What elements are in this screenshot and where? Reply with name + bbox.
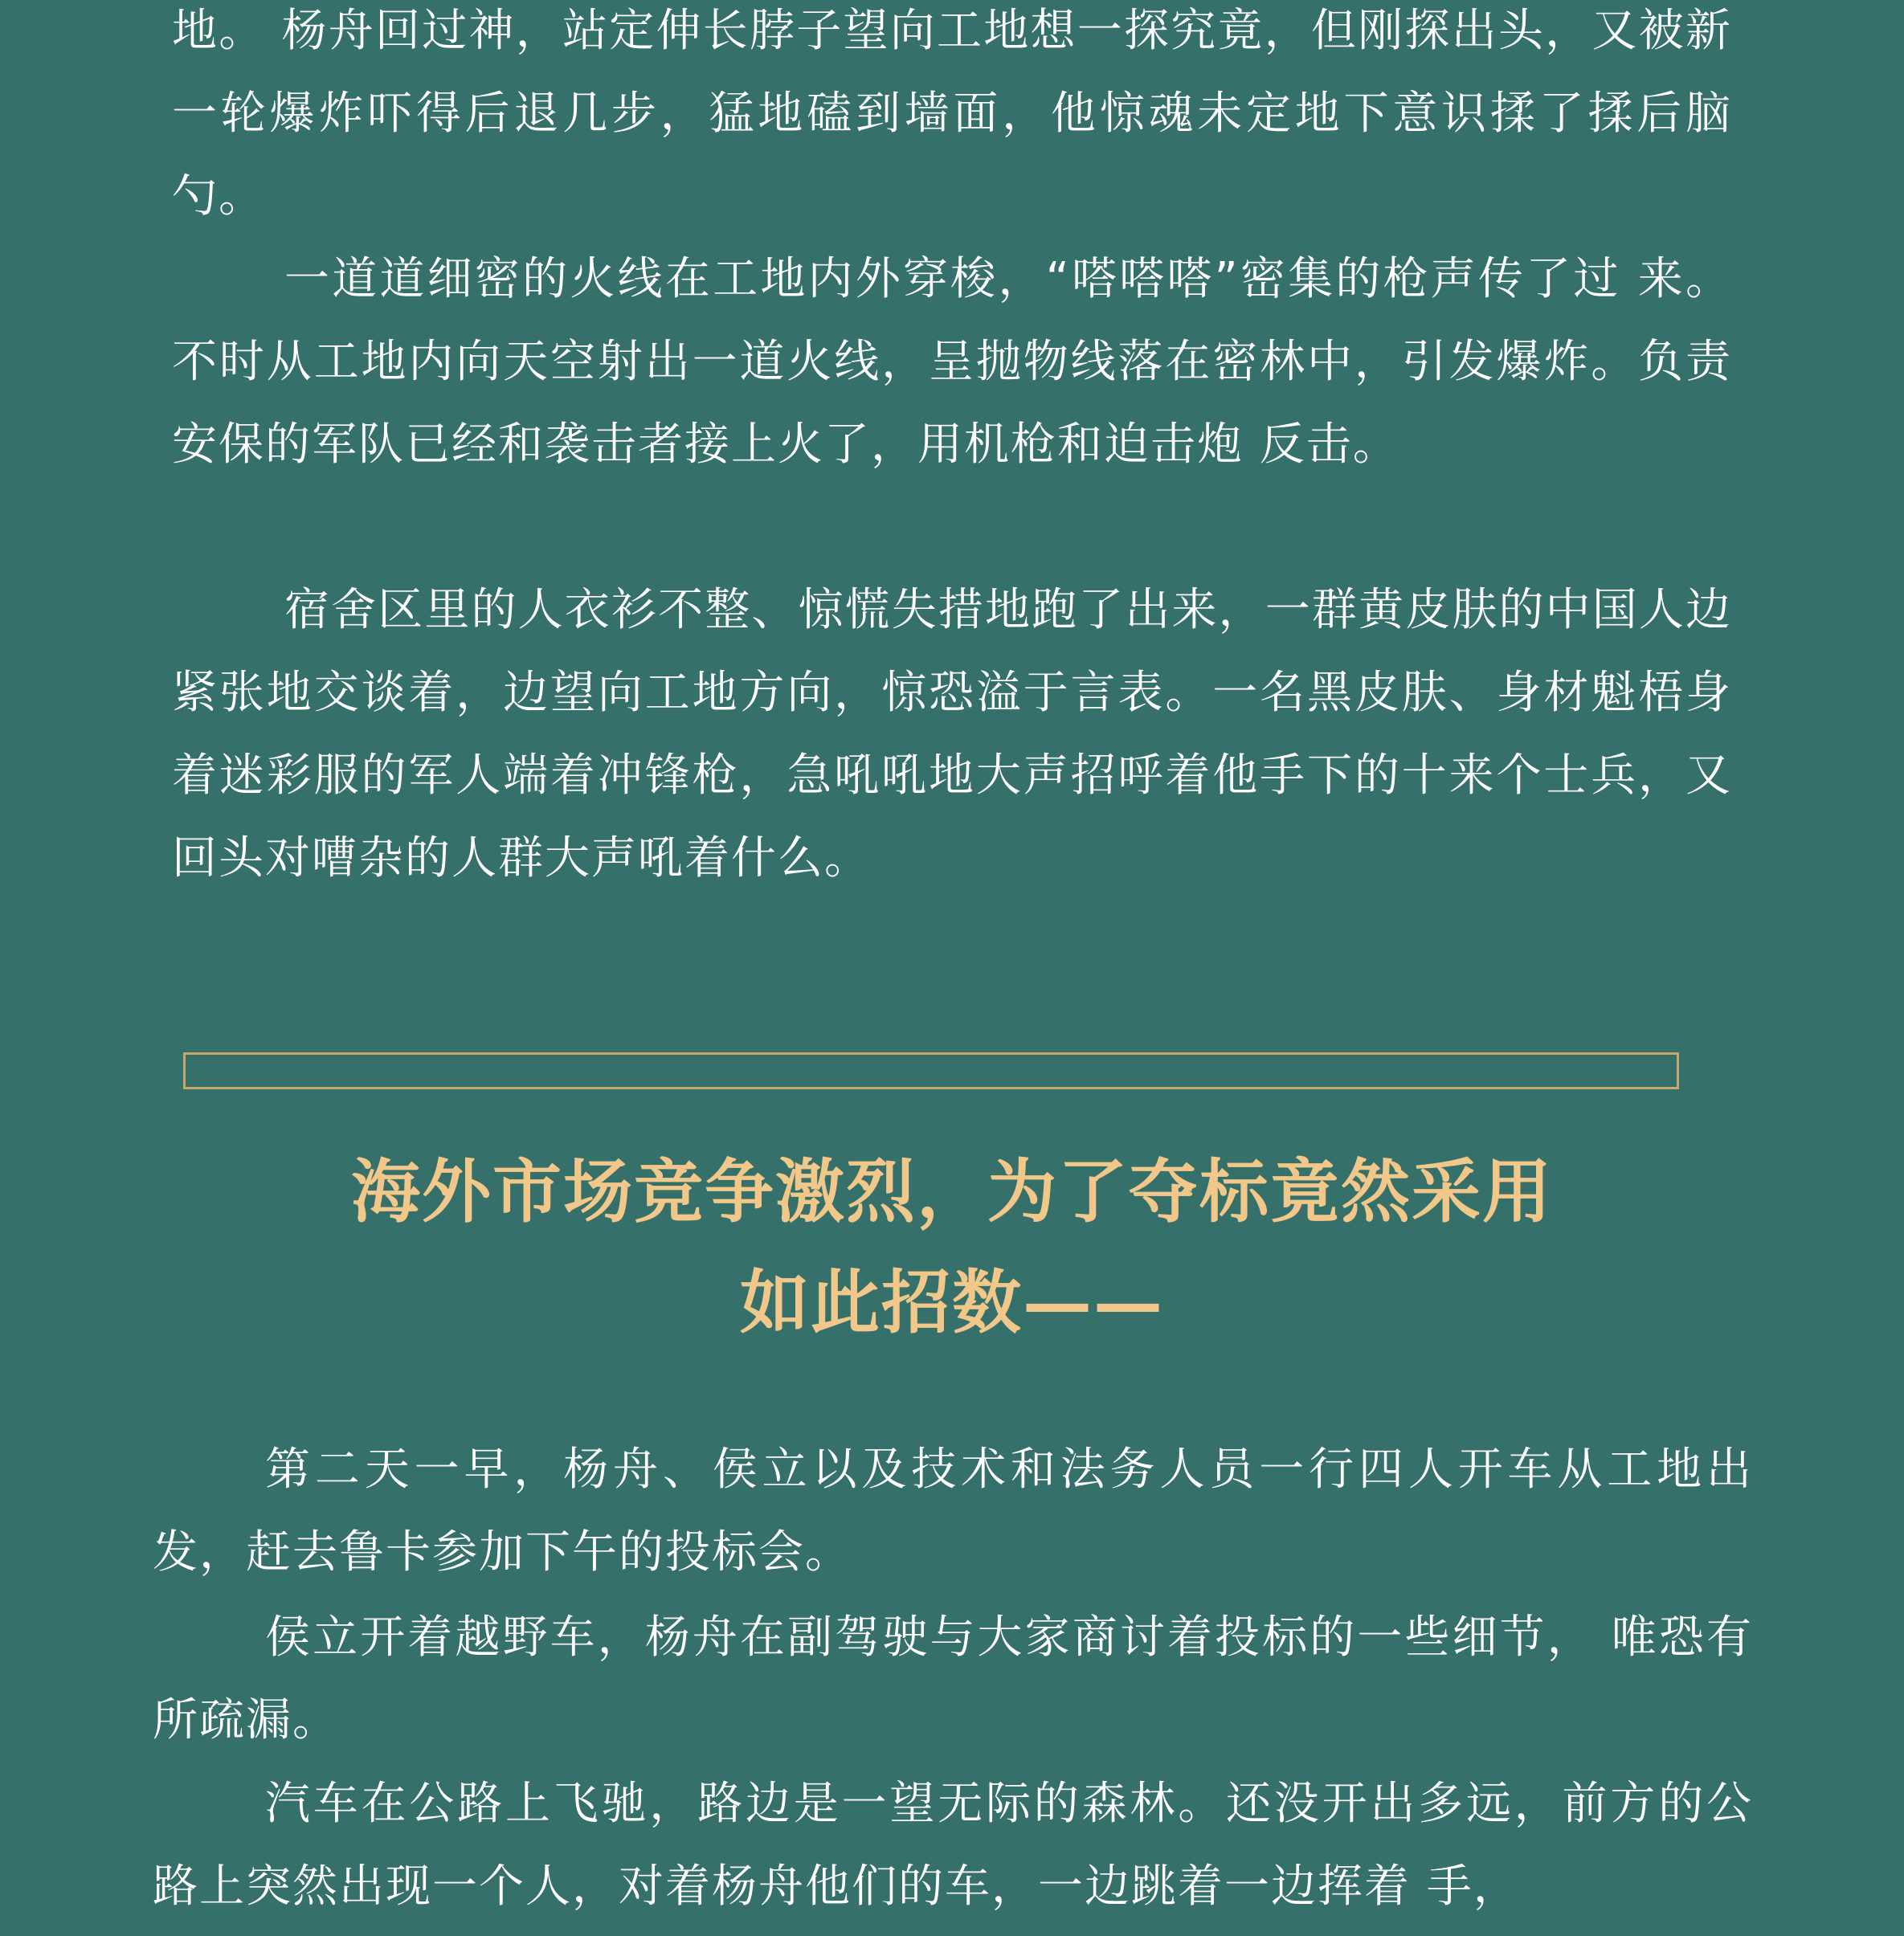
section-divider-frame: [183, 1052, 1679, 1089]
chapter-heading-line-1: 海外市场竞争激烈，为了夺标竟然采用: [351, 1151, 1553, 1232]
story-paragraph-4: 第二天一早，杨舟、侯立以及技术和法务人员一行四人开车从工地出发，赶去鲁卡参加下午的投标会。: [153, 1444, 1753, 1579]
chapter-heading-line-2: 如此招数——: [740, 1262, 1164, 1343]
story-paragraph-1: 地。 杨舟回过神，站定伸长脖子望向工地想一探究竟，但刚探出头，又被新一轮爆炸吓得后退几步，猛地磕到墙面，他惊魂未定地下意识揉了揉后脑勺。: [172, 5, 1732, 223]
story-paragraph-6: 汽车在公路上飞驰，路边是一望无际的森林。还没开出多远，前方的公路上突然出现一个人，对着杨舟他们的车，一边跳着一边挥着 手，: [153, 1778, 1753, 1913]
story-paragraph-5: 侯立开着越野车，杨舟在副驾驶与大家商讨着投标的一些细节， 唯恐有所疏漏。: [153, 1611, 1753, 1746]
story-paragraph-3: 宿舍区里的人衣衫不整、惊慌失措地跑了出来，一群黄皮肤的中国人边紧张地交谈着，边望向工地方向，惊恐溢于言表。一名黑皮肤、身材魁梧身着迷彩服的军人端着冲锋枪，急吼吼地大声招呼着他手下的十来个士兵，又回头对嘈杂的人群大声吼着什么。: [172, 584, 1732, 884]
story-paragraph-2: 一道道细密的火线在工地内外穿梭，“嗒嗒嗒”密集的枪声传了过 来。不时从工地内向天空射出一道火线，呈抛物线落在密林中，引发爆炸。负责安保的军队已经和袭击者接上火了，用机枪和迫击炮 反击。: [172, 253, 1732, 471]
